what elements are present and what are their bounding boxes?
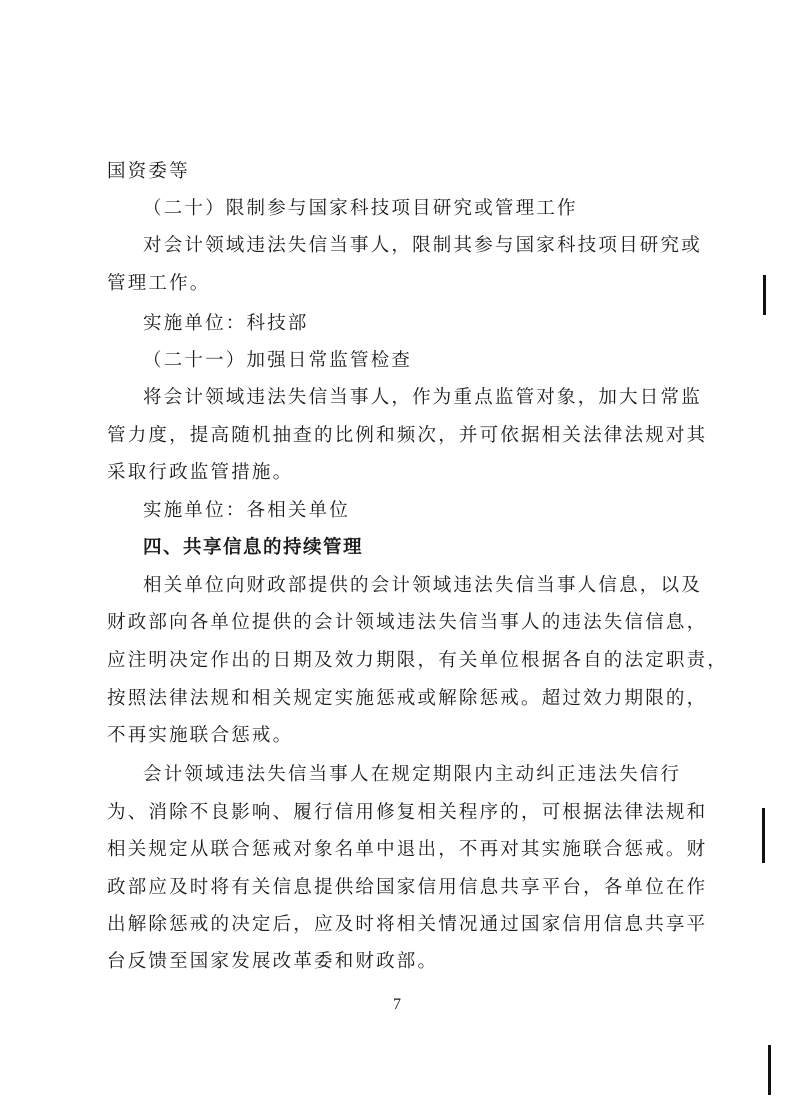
- text-line: 将会计领域违法失信当事人，作为重点监管对象，加大日常监: [143, 387, 702, 408]
- text-line: 实施单位：各相关单位: [143, 500, 351, 521]
- text-line: 政部应及时将有关信息提供给国家信用信息共享平台，各单位在作: [107, 877, 708, 898]
- text-line: 为、消除不良影响、履行信用修复相关程序的，可根据法律法规和: [107, 802, 708, 823]
- text-line: 管力度，提高随机抽查的比例和频次，并可依据相关法律法规对其: [107, 425, 708, 446]
- scan-edge-mark: [768, 1045, 771, 1095]
- text-line: 应注明决定作出的日期及效力期限，有关单位根据各自的法定职责，: [107, 650, 729, 671]
- text-line: 会计领域违法失信当事人在规定期限内主动纠正违法失信行: [143, 764, 682, 785]
- text-line: 对会计领域违法失信当事人，限制其参与国家科技项目研究或: [143, 235, 702, 256]
- section-heading: （二十一）加强日常监管检查: [143, 350, 413, 371]
- section-heading: （二十）限制参与国家科技项目研究或管理工作: [143, 198, 578, 219]
- text-line: 台反馈至国家发展改革委和财政部。: [107, 951, 439, 972]
- text-line: 出解除惩戒的决定后，应及时将相关情况通过国家信用信息共享平: [107, 914, 708, 935]
- text-line: 实施单位：科技部: [143, 313, 309, 334]
- text-line: 不再实施联合惩戒。: [107, 725, 294, 746]
- text-line: 采取行政监管措施。: [107, 462, 294, 483]
- scan-edge-mark: [762, 808, 765, 863]
- text-line: 管理工作。: [107, 273, 211, 294]
- text-line: 相关规定从联合惩戒对象名单中退出，不再对其实施联合惩戒。财: [107, 839, 708, 860]
- text-line: 相关单位向财政部提供的会计领域违法失信当事人信息，以及: [143, 575, 702, 596]
- scan-edge-mark: [763, 275, 766, 315]
- text-line: 财政部向各单位提供的会计领域违法失信当事人的违法失信信息，: [107, 612, 708, 633]
- chapter-heading: 四、共享信息的持续管理: [143, 537, 364, 558]
- page-number: 7: [393, 996, 401, 1013]
- text-line: 按照法律法规和相关规定实施惩戒或解除惩戒。超过效力期限的，: [107, 688, 708, 709]
- text-line: 国资委等: [107, 161, 190, 182]
